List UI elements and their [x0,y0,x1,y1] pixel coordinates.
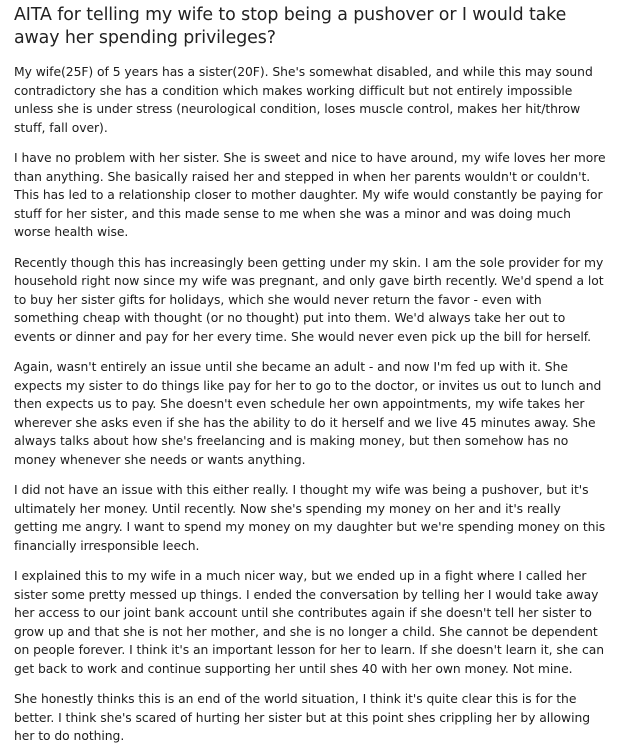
post-paragraph: My wife(25F) of 5 years has a sister(20F). She's somewhat disabled, and while this may sound contradictory she has a condition which makes working difficult but not entirely impossible unless she is under stress (neurological condition, loses muscle control, makes her hit/throw stuff, fall over). [14,65,593,135]
post-paragraph: Recently though this has increasingly been getting under my skin. I am the sole provider for my household right now since my wife was pregnant, and only gave birth recently. We'd spend a lot to buy her sister gifts for holidays, which she would never return the favor - even with something cheap with thought (or no thought) put into them. We'd always take her out to events or dinner and pay for her every time. She would never even pick up the bill for herself. [14,255,604,344]
post-title[interactable]: AITA for telling my wife to stop being a pushover or I would take away her spending privileges? [14,5,567,48]
post-paragraph: I have no problem with her sister. She is sweet and nice to have around, my wife loves her more than anything. She basically raised her and stepped in when her parents wouldn't or couldn't. This has led to a relationship closer to mother daughter. My wife would constantly be paying for stuff for her sister, and this made sense to me when she was a minor and was doing much worse health wise. [14,151,606,239]
post-paragraph: She honestly thinks this is an end of the world situation, I think it's quite clear this is for the better. I think she's scared of hurting her sister but at this point shes crippling her by allowing her to do nothing. [14,692,591,743]
post-paragraph: Again, wasn't entirely an issue until she became an adult - and now I'm fed up with it. She expects my sister to do things like pay for her to go to the doctor, or invites us out to lunch and then expects us to pay. She doesn't even schedule her own appointments, my wife takes her wherever she asks even if she has the ability to do it herself and we live 45 minutes away. She always talks about how she's freelancing and is making money, but then somehow has no money whenever she needs or wants anything. [14,360,602,467]
post-body [14,63,606,746]
post-paragraph: I did not have an issue with this either really. I thought my wife was being a pushover, but it's ultimately her money. Until recently. Now she's spending my money on her and it's really getting me angry. I want to spend my money on my daughter but we're spending money on this financially irresponsible leech. [14,483,606,553]
post-paragraph: I explained this to my wife in a much nicer way, but we ended up in a fight where I called her sister some pretty messed up things. I ended the conversation by telling her I would take away her access to our joint bank account until she contributes again if she doesn't tell her sister to grow up and that she is not her mother, and she is no longer a child. She cannot be dependent on people forever. I think it's an important lesson for her to learn. If she doesn't learn it, she can get back to work and continue supporting her until shes 40 with her own money. Not mine. [14,569,604,676]
